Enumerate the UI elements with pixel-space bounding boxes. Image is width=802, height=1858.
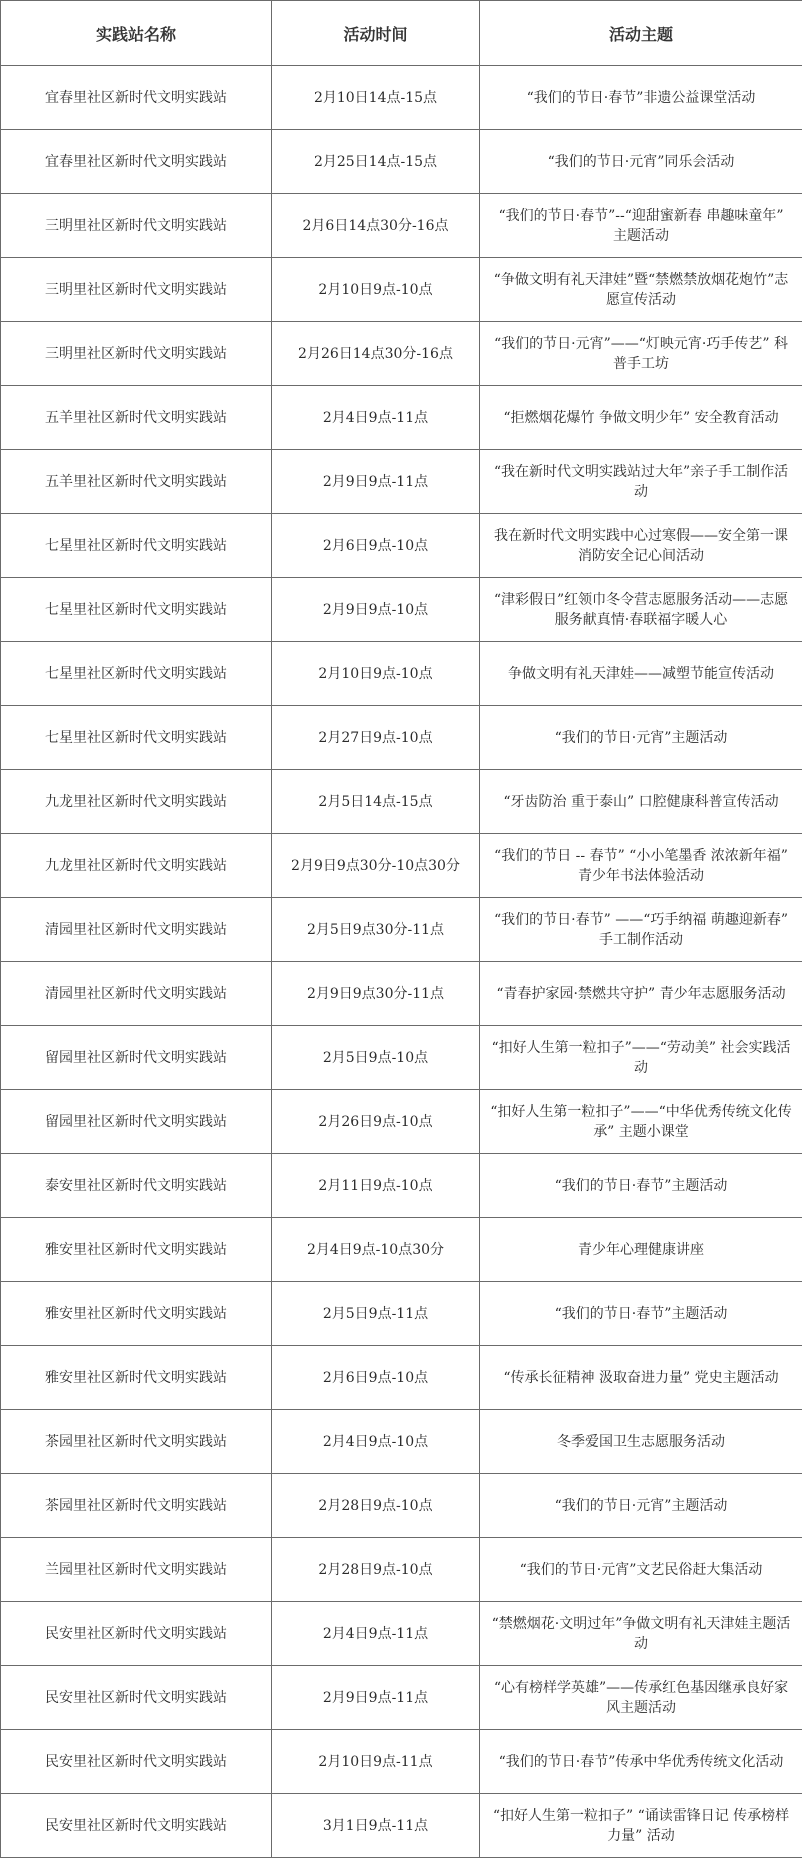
station-name-cell: 三明里社区新时代文明实践站: [1, 194, 272, 258]
station-name-cell: 清园里社区新时代文明实践站: [1, 898, 272, 962]
activity-time-cell: 2月9日9点-11点: [272, 1666, 480, 1730]
station-name-cell: 泰安里社区新时代文明实践站: [1, 1154, 272, 1218]
activity-time-cell: 2月6日14点30分-16点: [272, 194, 480, 258]
table-row: [1, 1666, 802, 1730]
table-row: [1, 1218, 802, 1282]
activity-time-cell: 2月9日9点30分-11点: [272, 962, 480, 1026]
table-row: [1, 834, 802, 898]
activity-time-cell: 2月5日9点30分-11点: [272, 898, 480, 962]
activity-theme-cell: “我们的节日·元宵”——“灯映元宵·巧手传艺” 科普手工坊: [480, 322, 802, 386]
activity-time-cell: 2月9日9点-11点: [272, 450, 480, 514]
table-row: [1, 514, 802, 578]
activity-theme-cell: “我们的节日·春节” ——“巧手纳福 萌趣迎新春” 手工制作活动: [480, 898, 802, 962]
station-name-cell: 宜春里社区新时代文明实践站: [1, 66, 272, 130]
activity-theme-cell: “我们的节日·春节”主题活动: [480, 1282, 802, 1346]
activity-theme-cell: “我们的节日·元宵”文艺民俗赶大集活动: [480, 1538, 802, 1602]
activity-time-cell: 2月4日9点-10点30分: [272, 1218, 480, 1282]
activity-theme-cell: 争做文明有礼天津娃——减塑节能宣传活动: [480, 642, 802, 706]
station-name-cell: 雅安里社区新时代文明实践站: [1, 1282, 272, 1346]
table-row: [1, 898, 802, 962]
activity-time-cell: 2月28日9点-10点: [272, 1474, 480, 1538]
station-name-cell: 五羊里社区新时代文明实践站: [1, 386, 272, 450]
table-row: [1, 1730, 802, 1794]
station-name-cell: 清园里社区新时代文明实践站: [1, 962, 272, 1026]
station-name-cell: 七星里社区新时代文明实践站: [1, 706, 272, 770]
activity-theme-cell: 冬季爱国卫生志愿服务活动: [480, 1410, 802, 1474]
activity-time-cell: 2月25日14点-15点: [272, 130, 480, 194]
station-name-cell: 三明里社区新时代文明实践站: [1, 258, 272, 322]
activity-theme-cell: “我在新时代文明实践站过大年”亲子手工制作活动: [480, 450, 802, 514]
station-name-cell: 民安里社区新时代文明实践站: [1, 1666, 272, 1730]
activity-time-cell: 2月5日14点-15点: [272, 770, 480, 834]
station-name-cell: 民安里社区新时代文明实践站: [1, 1602, 272, 1666]
station-name-cell: 兰园里社区新时代文明实践站: [1, 1538, 272, 1602]
activity-theme-cell: “青春护家园·禁燃共守护” 青少年志愿服务活动: [480, 962, 802, 1026]
activity-theme-cell: “争做文明有礼天津娃”暨“禁燃禁放烟花炮竹”志愿宣传活动: [480, 258, 802, 322]
table-row: [1, 1090, 802, 1154]
activity-time-cell: 2月5日9点-10点: [272, 1026, 480, 1090]
activity-theme-cell: “牙齿防治 重于泰山” 口腔健康科普宣传活动: [480, 770, 802, 834]
table-row: [1, 578, 802, 642]
activity-time-cell: 2月11日9点-10点: [272, 1154, 480, 1218]
activity-theme-cell: “我们的节日·春节”非遗公益课堂活动: [480, 66, 802, 130]
station-name-cell: 七星里社区新时代文明实践站: [1, 642, 272, 706]
station-name-cell: 七星里社区新时代文明实践站: [1, 514, 272, 578]
table-row: [1, 642, 802, 706]
activity-time-cell: 2月9日9点30分-10点30分: [272, 834, 480, 898]
station-name-cell: 留园里社区新时代文明实践站: [1, 1026, 272, 1090]
station-name-cell: 五羊里社区新时代文明实践站: [1, 450, 272, 514]
activity-time-cell: 2月4日9点-11点: [272, 1602, 480, 1666]
activity-time-cell: 2月10日9点-10点: [272, 642, 480, 706]
table-row: [1, 1474, 802, 1538]
table-row: [1, 1154, 802, 1218]
station-name-cell: 民安里社区新时代文明实践站: [1, 1730, 272, 1794]
table-row: [1, 450, 802, 514]
table-row: [1, 1282, 802, 1346]
header-row: [1, 1, 802, 66]
activity-theme-cell: “我们的节日·春节”传承中华优秀传统文化活动: [480, 1730, 802, 1794]
station-name-cell: 茶园里社区新时代文明实践站: [1, 1410, 272, 1474]
activity-theme-cell: “传承长征精神 汲取奋进力量” 党史主题活动: [480, 1346, 802, 1410]
station-name-cell: 雅安里社区新时代文明实践站: [1, 1218, 272, 1282]
station-name-cell: 九龙里社区新时代文明实践站: [1, 770, 272, 834]
activity-time-cell: 2月27日9点-10点: [272, 706, 480, 770]
activity-time-cell: 2月10日9点-11点: [272, 1730, 480, 1794]
activity-theme-cell: “我们的节日·元宵”主题活动: [480, 706, 802, 770]
activity-theme-cell: “我们的节日·元宵”主题活动: [480, 1474, 802, 1538]
table-row: [1, 1346, 802, 1410]
table-row: [1, 1794, 802, 1858]
station-name-cell: 宜春里社区新时代文明实践站: [1, 130, 272, 194]
activity-theme-cell: “我们的节日·春节”--“迎甜蜜新春 串趣味童年” 主题活动: [480, 194, 802, 258]
activity-theme-cell: “我们的节日·元宵”同乐会活动: [480, 130, 802, 194]
activity-theme-cell: “扣好人生第一粒扣子”——“中华优秀传统文化传承” 主题小课堂: [480, 1090, 802, 1154]
activity-theme-cell: “扣好人生第一粒扣子” “诵读雷锋日记 传承榜样力量” 活动: [480, 1794, 802, 1858]
table-row: [1, 1410, 802, 1474]
activity-theme-cell: “扣好人生第一粒扣子”——“劳动美” 社会实践活动: [480, 1026, 802, 1090]
table-row: [1, 1026, 802, 1090]
activity-theme-cell: 我在新时代文明实践中心过寒假——安全第一课消防安全记心间活动: [480, 514, 802, 578]
table-header: [1, 1, 802, 66]
activity-time-cell: 2月9日9点-10点: [272, 578, 480, 642]
activity-time-cell: 2月4日9点-11点: [272, 386, 480, 450]
activity-theme-cell: “禁燃烟花·文明过年”争做文明有礼天津娃主题活动: [480, 1602, 802, 1666]
activity-time-cell: 3月1日9点-11点: [272, 1794, 480, 1858]
activity-time-cell: 2月28日9点-10点: [272, 1538, 480, 1602]
station-name-cell: 民安里社区新时代文明实践站: [1, 1794, 272, 1858]
station-name-cell: 三明里社区新时代文明实践站: [1, 322, 272, 386]
activity-time-cell: 2月26日9点-10点: [272, 1090, 480, 1154]
header-station-name: 实践站名称: [1, 1, 272, 66]
activity-time-cell: 2月4日9点-10点: [272, 1410, 480, 1474]
table-row: [1, 1602, 802, 1666]
table-body: [1, 66, 802, 1858]
activity-theme-cell: “津彩假日”红领巾冬令营志愿服务活动——志愿服务献真情·春联福字暖人心: [480, 578, 802, 642]
station-name-cell: 留园里社区新时代文明实践站: [1, 1090, 272, 1154]
activity-time-cell: 2月10日14点-15点: [272, 66, 480, 130]
activity-theme-cell: 青少年心理健康讲座: [480, 1218, 802, 1282]
activity-theme-cell: “我们的节日 -- 春节” “小小笔墨香 浓浓新年福” 青少年书法体验活动: [480, 834, 802, 898]
table-row: [1, 194, 802, 258]
table-row: [1, 258, 802, 322]
table-row: [1, 706, 802, 770]
station-name-cell: 茶园里社区新时代文明实践站: [1, 1474, 272, 1538]
table-row: [1, 130, 802, 194]
header-activity-theme: 活动主题: [480, 1, 802, 66]
activity-time-cell: 2月6日9点-10点: [272, 1346, 480, 1410]
activity-time-cell: 2月5日9点-11点: [272, 1282, 480, 1346]
table-row: [1, 386, 802, 450]
activity-theme-cell: “我们的节日·春节”主题活动: [480, 1154, 802, 1218]
station-name-cell: 雅安里社区新时代文明实践站: [1, 1346, 272, 1410]
table-row: [1, 66, 802, 130]
activity-time-cell: 2月10日9点-10点: [272, 258, 480, 322]
table-row: [1, 770, 802, 834]
activity-theme-cell: “心有榜样学英雄”——传承红色基因继承良好家风主题活动: [480, 1666, 802, 1730]
activity-time-cell: 2月6日9点-10点: [272, 514, 480, 578]
header-activity-time: 活动时间: [272, 1, 480, 66]
table-row: [1, 962, 802, 1026]
table-row: [1, 322, 802, 386]
activity-theme-cell: “拒燃烟花爆竹 争做文明少年” 安全教育活动: [480, 386, 802, 450]
station-name-cell: 七星里社区新时代文明实践站: [1, 578, 272, 642]
table-row: [1, 1538, 802, 1602]
station-name-cell: 九龙里社区新时代文明实践站: [1, 834, 272, 898]
activity-time-cell: 2月26日14点30分-16点: [272, 322, 480, 386]
